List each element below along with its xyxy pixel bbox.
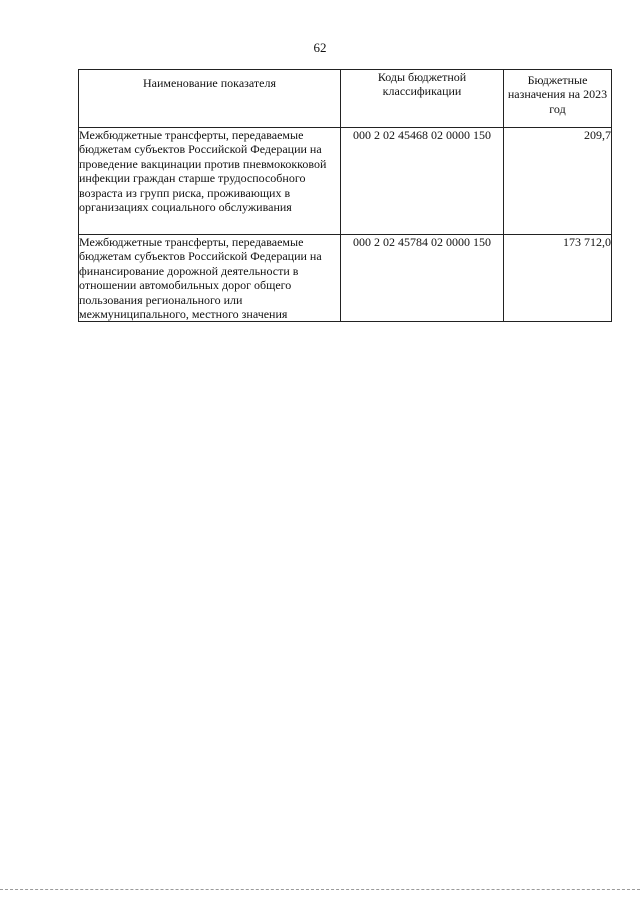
table-row — [79, 128, 612, 235]
scan-edge-line — [0, 889, 640, 890]
budget-amount-cell: 173 712,0 — [504, 235, 612, 322]
page-number: 62 — [313, 40, 327, 55]
indicator-name-cell: Межбюджетные трансферты, передаваемые бюджетам субъектов Российской Федерации на проведение вакцинации против пневмококковой инфекции граждан старше трудоспособного возраста из групп риска, проживающих в организациях социального обслуживания — [79, 128, 341, 235]
indicator-name-cell: Межбюджетные трансферты, передаваемые бюджетам субъектов Российской Федерации на финансирование дорожной деятельности в отношении автомобильных дорог общего пользования регионального или межмуниципального, местного значения — [79, 235, 341, 322]
budget-amount-cell: 209,7 — [504, 128, 612, 235]
budget-table — [78, 69, 612, 322]
budget-code-cell: 000 2 02 45468 02 0000 150 — [341, 128, 504, 235]
table-header-row — [79, 70, 612, 128]
table-row — [79, 235, 612, 322]
budget-code-cell: 000 2 02 45784 02 0000 150 — [341, 235, 504, 322]
header-indicator-name: Наименование показателя — [79, 70, 341, 128]
header-budget-amount: Бюджетные назначения на 2023 год — [504, 70, 612, 128]
header-budget-code: Коды бюджетной классификации — [341, 70, 504, 128]
